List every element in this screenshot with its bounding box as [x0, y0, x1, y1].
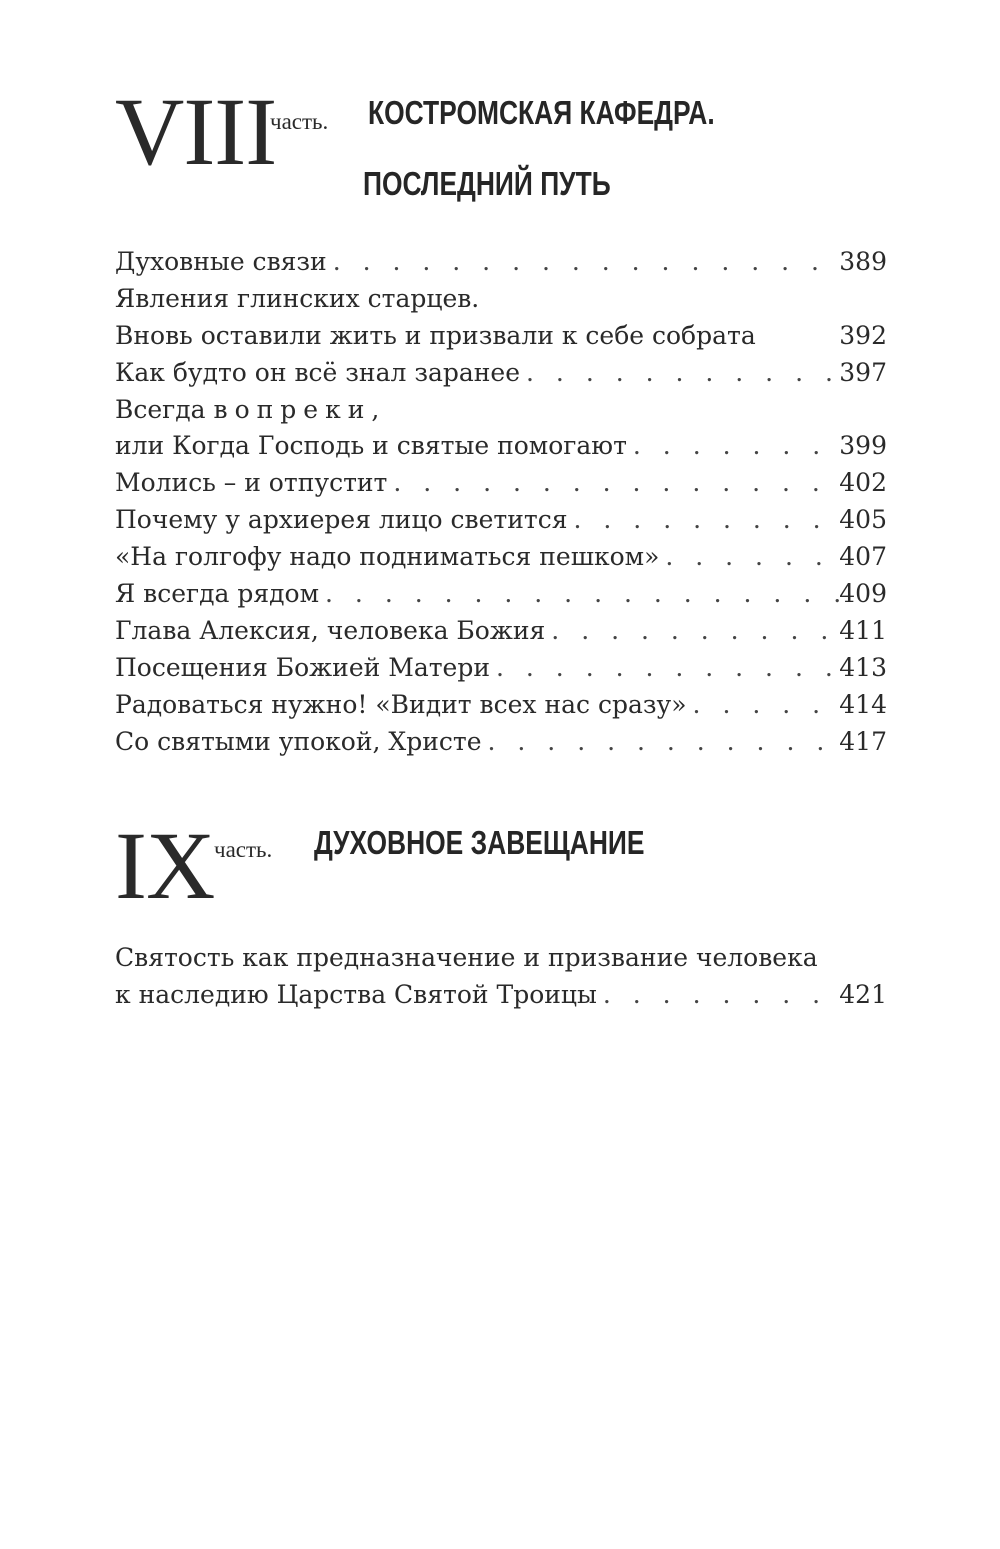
part-8-toc [115, 244, 887, 760]
toc-entry-title: Молись – и отпустит [115, 468, 388, 498]
toc-entry-title: Как будто он всё знал заранее [115, 357, 521, 387]
part-8-title-line1: КОСТРОМСКАЯ КАФЕДРА. [368, 94, 715, 131]
part-9-toc [115, 940, 887, 1014]
toc-leader [387, 465, 839, 502]
toc-entry-page: 407 [839, 542, 887, 572]
part-9-title: ДУХОВНОЕ ЗАВЕЩАНИЕ [314, 824, 645, 861]
toc-entry-title: Почему у архиерея лицо светится [115, 505, 568, 535]
toc-leader [597, 977, 839, 1014]
toc-entry-title: или Когда Господь и святые помогают [115, 431, 627, 461]
toc-entry-title: Посещения Божией Матери [115, 652, 491, 682]
toc-entry-page: 399 [839, 431, 887, 461]
toc-entry-page: 402 [839, 468, 887, 498]
toc-leader [568, 502, 840, 539]
toc-entry[interactable] [115, 428, 887, 465]
toc-entry[interactable] [115, 687, 887, 724]
toc-entry-title-spaced: вопреки [213, 394, 372, 424]
toc-entry[interactable] [115, 392, 887, 429]
toc-entry-page: 411 [839, 615, 887, 645]
toc-entry[interactable] [115, 724, 887, 761]
toc-entry[interactable] [115, 244, 887, 281]
toc-entry[interactable] [115, 318, 887, 355]
toc-entry-page: 397 [839, 357, 887, 387]
toc-entry[interactable] [115, 465, 887, 502]
part-8-title-line2: ПОСЛЕДНИЙ ПУТЬ [363, 165, 611, 202]
part-8-label: часть. [270, 109, 329, 134]
toc-leader [482, 724, 840, 761]
toc-entry[interactable] [115, 613, 887, 650]
toc-entry-page: 413 [839, 652, 887, 682]
toc-entry-page: 409 [839, 579, 887, 609]
toc-leader [627, 428, 839, 465]
toc-entry-page: 414 [839, 689, 887, 719]
toc-entry[interactable] [115, 539, 887, 576]
toc-entry[interactable] [115, 502, 887, 539]
toc-entry-page: 417 [839, 726, 887, 756]
toc-entry[interactable] [115, 355, 887, 392]
toc-entry-title: Явления глинских старцев. [115, 283, 480, 313]
part-9-label: часть. [214, 837, 273, 862]
toc-entry-title: Радоваться нужно! «Видит всех нас сразу» [115, 689, 687, 719]
toc-entry[interactable] [115, 977, 887, 1014]
part-9-numeral: IX [115, 812, 215, 919]
toc-leader [520, 355, 839, 392]
toc-entry-page: 392 [839, 320, 887, 350]
toc-entry-title: «На голгофу надо подниматься пешком» [115, 542, 660, 572]
part-8-numeral: VIII [115, 78, 277, 185]
toc-entry[interactable] [115, 650, 887, 687]
toc-entry-title: Глава Алексия, человека Божия [115, 615, 546, 645]
toc-entry-title: к наследию Царства Святой Троицы [115, 979, 597, 1009]
toc-leader [327, 244, 840, 281]
toc-leader [659, 539, 839, 576]
toc-leader [687, 687, 840, 724]
toc-entry-page: 421 [839, 979, 887, 1009]
toc-entry-title-part: , [371, 394, 380, 424]
toc-leader [490, 650, 839, 687]
toc-entry-title: Со святыми упокой, Христе [115, 726, 482, 756]
toc-entry[interactable] [115, 576, 887, 613]
toc-leader [545, 613, 839, 650]
toc-entry-title: Духовные связи [115, 247, 327, 276]
toc-entry-title [115, 392, 379, 429]
toc-entry-title-part: Всегда [115, 394, 214, 424]
toc-entry-title: Святость как предназначение и призвание человека [115, 943, 818, 972]
toc-entry-page: 389 [839, 247, 887, 276]
toc-entry-title: Вновь оставили жить и призвали к себе собрата [115, 320, 756, 350]
toc-leader [319, 576, 839, 613]
toc-entry-page: 405 [839, 505, 887, 535]
toc-entry[interactable] [115, 940, 887, 977]
toc-entry-title: Я всегда рядом [115, 579, 320, 609]
toc-entry[interactable] [115, 281, 887, 318]
